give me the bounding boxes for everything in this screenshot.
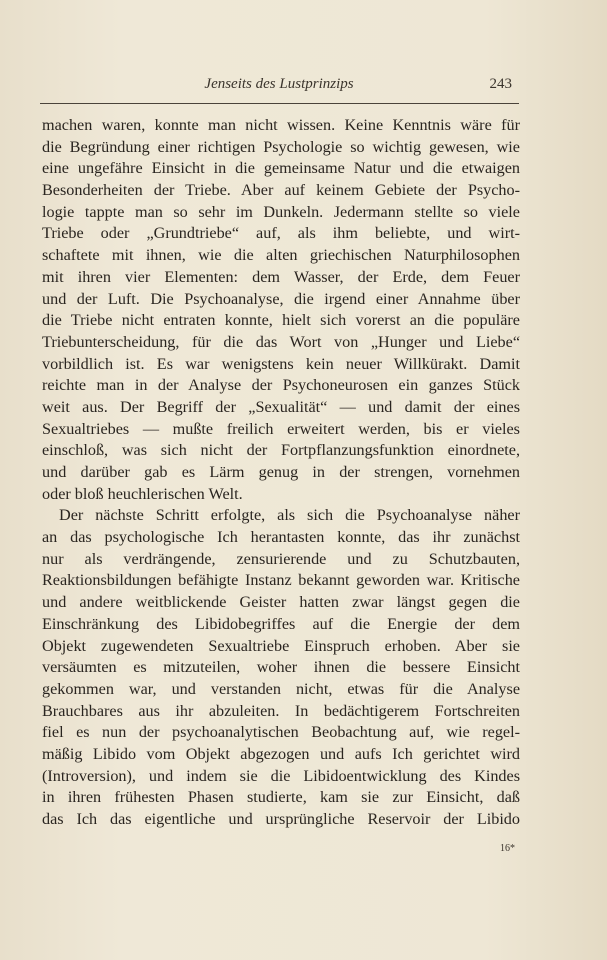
text-line: oder bloß heuchlerischen Welt. (42, 484, 243, 503)
text-line: reichte man in der Analyse der Psychoneurosen ein ganzes Stück (42, 376, 520, 395)
text-line: nur als verdrängende, zensurierende und zu Schutzbauten, (42, 549, 520, 568)
text-line: die Begründung einer richtigen Psychologie so wichtig gewesen, wie (42, 137, 520, 156)
text-line: Triebe oder „Grundtriebe“ auf, als ihm beliebte, und wirt- (42, 224, 520, 243)
text-line: machen waren, konnte man nicht wissen. Keine Kenntnis wäre für (42, 116, 520, 134)
text-line: Triebunterscheidung, für die das Wort von „Hunger und Liebe“ (42, 332, 520, 351)
text-line: Sexualtriebes — mußte freilich erweitert werden, bis er vieles (42, 419, 520, 438)
text-line: Objekt zugewendeten Sexualtriebe Einspruch erhoben. Aber sie (42, 636, 520, 655)
text-line: mit ihren vier Elementen: dem Wasser, der Erde, dem Feuer (42, 267, 520, 286)
text-line: und darüber gab es Lärm genug in der strengen, vornehmen (42, 463, 520, 481)
text-line: weit aus. Der Begriff der „Sexualität“ — und damit der eines (42, 397, 520, 416)
text-line: fiel es nun der psychoanalytischen Beobachtung auf, wie regel- (42, 723, 520, 742)
text-line: das Ich das eigentliche und ursprüngliche Reservoir der Libido (42, 810, 520, 828)
text-line: die Triebe nicht entraten konnte, hielt sich vorerst an die populäre (42, 311, 520, 330)
body-text (42, 115, 520, 831)
text-line: vorbildlich ist. Es war wenigstens kein neuer Willkürakt. Damit (42, 354, 520, 373)
text-line: und der Luft. Die Psychoanalyse, die irgend einer Annahme über (42, 289, 520, 308)
signature-mark: 16* (500, 843, 515, 854)
text-line: Der nächste Schritt erfolgte, als sich die Psychoanalyse näher (59, 506, 520, 525)
text-line: Brauchbares aus ihr abzuleiten. In bedächtigerem Fortschreiten (42, 701, 520, 720)
running-header (40, 74, 518, 96)
text-line: gekommen war, und verstanden nicht, etwas für die Analyse (42, 679, 520, 698)
text-line: Reaktionsbildungen befähigte Instanz bekannt geworden war. Kritische (42, 571, 520, 590)
header-rule (40, 103, 519, 104)
text-line: versäumten es mitzuteilen, woher ihnen die bessere Einsicht (42, 658, 520, 677)
text-line: mäßig Libido vom Objekt abgezogen und aufs Ich gerichtet wird (42, 744, 520, 763)
text-line: Besonderheiten der Triebe. Aber auf keinem Gebiete der Psycho- (42, 181, 520, 200)
text-line: Einschränkung des Libidobegriffes auf die Energie der dem (42, 614, 520, 633)
text-line: logie tappte man so sehr im Dunkeln. Jedermann stellte so viele (42, 202, 520, 221)
text-line: einschloß, was sich nicht der Fortpflanzungsfunktion einordnete, (42, 441, 520, 460)
text-line: (Introversion), und indem sie die Libidoentwicklung des Kindes (42, 766, 520, 785)
text-line: in ihren frühesten Phasen studierte, kam sie zur Einsicht, daß (42, 788, 520, 807)
text-line: an das psychologische Ich herantasten konnte, das ihr zunächst (42, 528, 520, 547)
text-line: und andere weitblickende Geister hatten zwar längst gegen die (42, 593, 520, 612)
text-line: eine ungefähre Einsicht in die gemeinsame Natur und die etwaigen (42, 159, 520, 178)
text-line: schaftete mit ihnen, wie die alten griechischen Naturphilosophen (42, 246, 520, 265)
page-number: 243 (489, 76, 512, 92)
running-title: Jenseits des Lustprinzips (204, 76, 354, 92)
